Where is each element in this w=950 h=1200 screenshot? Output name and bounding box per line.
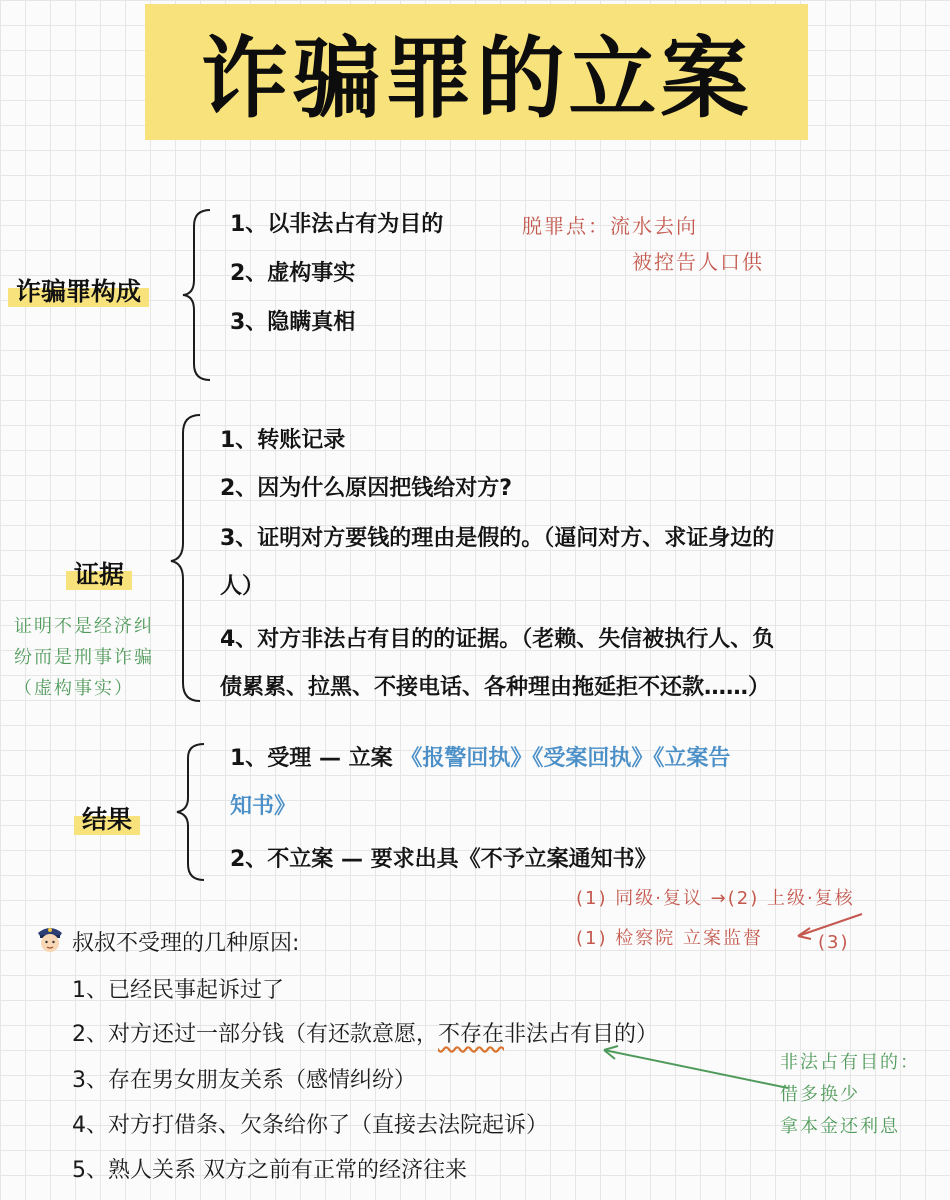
appeal-note: (1) 同级·复议 →(2) 上级·复核 — [576, 888, 855, 909]
brace-section1 — [180, 208, 216, 383]
brace-section2 — [168, 413, 204, 703]
reason-item: 5、熟人关系 双方之前有正常的经济往来 — [72, 1158, 467, 1183]
section2-item: 4、对方非法占有目的的证据。（老赖、失信被执行人、负 — [220, 627, 775, 652]
section3-label: 结果 — [74, 798, 140, 838]
reason-item-wavy: 不存在 — [438, 1022, 505, 1047]
reason-item: 4、对方打借条、欠条给你了（直接去法院起诉） — [72, 1113, 548, 1138]
section3-item1 — [230, 741, 730, 772]
reason-item: 1、已经民事起诉过了 — [72, 978, 284, 1003]
reason-item-text: 2、对方还过一部分钱（有还款意愿， — [72, 1022, 438, 1047]
section2-item: 3、证明对方要钱的理由是假的。（逼问对方、求证身边的 — [220, 526, 775, 551]
section2-note: （虚构事实） — [14, 678, 134, 699]
section2-item: 1、转账记录 — [220, 428, 346, 453]
section1-note: 脱罪点：流水去向 — [522, 214, 698, 238]
section1-label: 诈骗罪构成 — [8, 270, 149, 310]
result-reject-doc: 《不予立案通知书》 — [458, 847, 657, 872]
police-avatar-icon — [34, 922, 66, 954]
reason-item — [72, 1017, 658, 1048]
section2-note: 纷而是刑事诈骗 — [14, 647, 154, 668]
section1-item: 3、隐瞒真相 — [230, 310, 356, 335]
section2-item: 债累累、拉黑、不接电话、各种理由拖延拒不还款……） — [220, 675, 771, 700]
reason-item: 3、存在男女朋友关系（感情纠纷） — [72, 1068, 416, 1093]
reasons-note: 非法占有目的： — [780, 1052, 920, 1073]
section2-label: 证据 — [66, 553, 132, 593]
reasons-note: 拿本金还利息 — [780, 1116, 900, 1137]
reason-item-tail: 非法占有目的） — [504, 1022, 659, 1047]
brace-section3 — [174, 742, 210, 882]
arrow-to-reason — [598, 1040, 798, 1100]
section2-item: 人） — [220, 574, 265, 599]
section1-note: 被控告人口供 — [632, 250, 764, 274]
section1-item: 2、虚构事实 — [230, 261, 356, 286]
section2-item: 2、因为什么原因把钱给对方? — [220, 476, 513, 501]
supervision-note: (1) 检察院 立案监督 — [576, 928, 763, 949]
section1-item: 1、以非法占有为目的 — [230, 212, 444, 237]
supervision-step-note: (3) — [818, 932, 850, 953]
arrow-to-supervision — [790, 910, 870, 950]
reasons-note: 借多换少 — [780, 1084, 860, 1105]
section3-item2 — [230, 842, 657, 873]
reasons-heading: 叔叔不受理的几种原因: — [72, 931, 300, 956]
result-accept-docs: 《报警回执》《受案回执》《立案告 — [400, 746, 731, 771]
result-reject-text: 2、不立案 — 要求出具 — [230, 847, 459, 872]
result-accept-text: 1、受理 — 立案 — [230, 746, 393, 771]
result-accept-docs-cont: 知书》 — [230, 794, 297, 819]
section2-note: 证明不是经济纠 — [14, 616, 154, 637]
page-title: 诈骗罪的立案 — [145, 4, 808, 140]
